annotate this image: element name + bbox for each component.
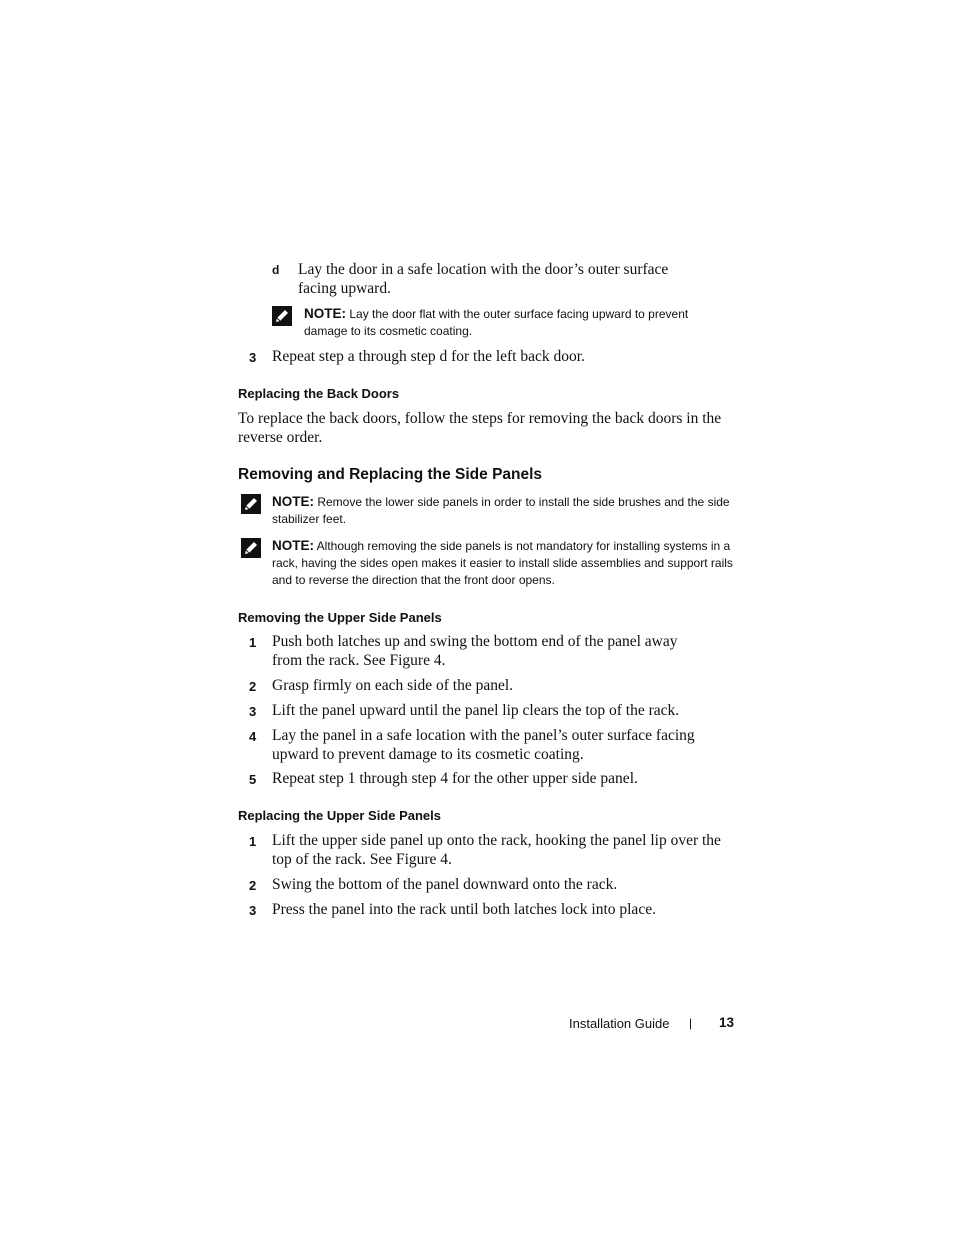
- step-number: 5: [249, 772, 257, 787]
- pencil-note-icon: [241, 538, 261, 558]
- step-number: 1: [249, 635, 257, 650]
- paragraph-replacing-back-doors: To replace the back doors, follow the steps for removing the back doors in the reverse order.: [238, 410, 722, 446]
- step-number: 1: [249, 834, 257, 849]
- step-text: Repeat step 1 through step 4 for the other upper side panel.: [272, 770, 638, 787]
- step-text: Lay the door in a safe location with the door’s outer surface facing upward.: [298, 261, 669, 297]
- note-text: Although removing the side panels is not mandatory for installing systems in a rack, having the sides open makes it easier to install slide assemblies and support rails and to reverse the direction that the front door opens.: [272, 539, 733, 587]
- step-number: 3: [249, 704, 257, 719]
- note-text: Remove the lower side panels in order to install the side brushes and the side stabilizer feet.: [272, 495, 730, 526]
- note-text: Lay the door flat with the outer surface facing upward to prevent damage to its cosmetic coating.: [304, 307, 689, 338]
- step-text: Press the panel into the rack until both latches lock into place.: [272, 901, 656, 918]
- step-text: Lay the panel in a safe location with the panel’s outer surface facing upward to prevent damage to its cosmetic coating.: [272, 727, 695, 763]
- step-number: 2: [249, 878, 257, 893]
- note-door: [304, 305, 724, 340]
- step-number: d: [272, 263, 280, 277]
- step-text: Push both latches up and swing the bottom end of the panel away from the rack. See Figure 4.: [272, 633, 678, 669]
- step-text: Swing the bottom of the panel downward onto the rack.: [272, 876, 618, 893]
- step-number: 4: [249, 729, 257, 744]
- subheading-removing-upper: Removing the Upper Side Panels: [238, 610, 442, 625]
- footer-title: Installation Guide: [569, 1016, 670, 1031]
- step-number: 3: [249, 903, 257, 918]
- pencil-note-icon: [272, 306, 292, 326]
- step-text: Grasp firmly on each side of the panel.: [272, 677, 514, 694]
- note-side-2: [272, 537, 740, 589]
- note-label: NOTE:: [304, 306, 346, 321]
- step-number: 2: [249, 679, 257, 694]
- step-text: Lift the panel upward until the panel lip clears the top of the rack.: [272, 702, 680, 719]
- subheading-replacing-upper: Replacing the Upper Side Panels: [238, 808, 441, 823]
- footer-separator: |: [689, 1016, 693, 1030]
- note-label: NOTE:: [272, 494, 314, 509]
- subheading-replacing-back-doors: Replacing the Back Doors: [238, 386, 400, 401]
- step-text: Lift the upper side panel up onto the rack, hooking the panel lip over the top of the rack. See Figure 4.: [272, 832, 721, 868]
- note-side-1: [272, 493, 734, 528]
- section-heading-side-panels: Removing and Replacing the Side Panels: [238, 466, 543, 483]
- step-text: Repeat step a through step d for the left back door.: [272, 348, 585, 365]
- note-label: NOTE:: [272, 538, 314, 553]
- pencil-note-icon: [241, 494, 261, 514]
- step-number: 3: [249, 350, 257, 365]
- page-number: 13: [719, 1015, 735, 1030]
